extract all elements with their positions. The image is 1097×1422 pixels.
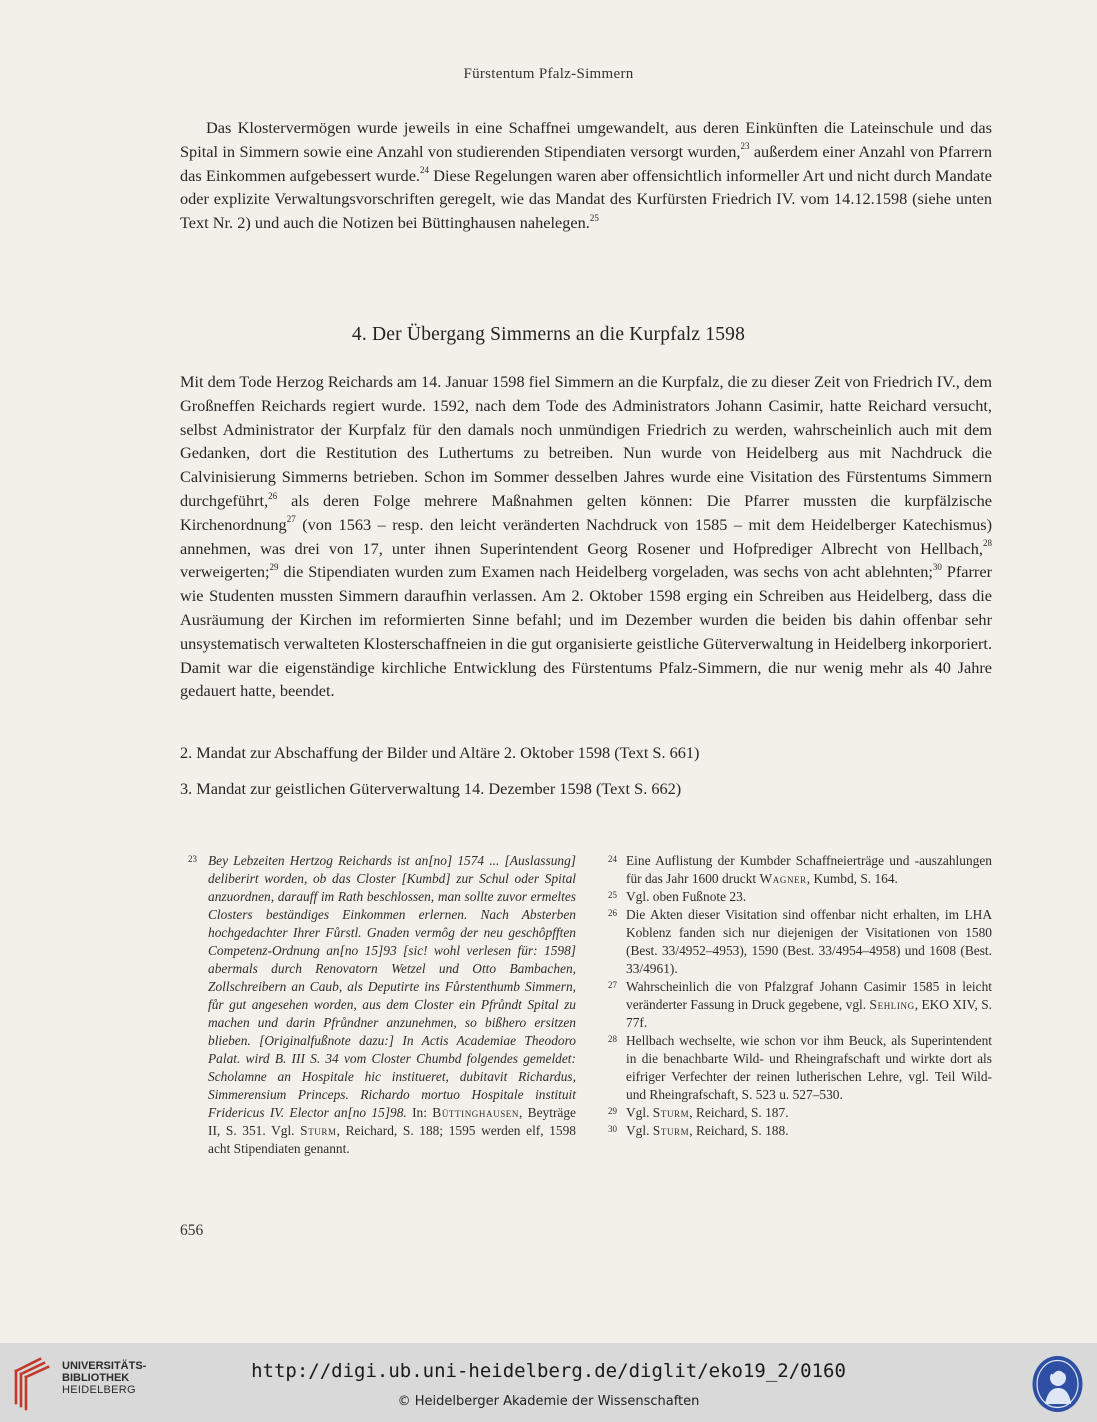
- page-number: 656: [180, 1222, 204, 1239]
- footnote-ref-29[interactable]: 29: [269, 561, 279, 572]
- footnote-28: 28 Hellbach wechselte, wie schon vor ihm Beuck, als Superintendent in die benachbarte Wild- und Rheingrafschaft und wirkte dort als eifriger Verfechter der reinen lutherischen Lehre, vgl. Teil Wild- und Rheingrafschaft, S. 523 u. 527–530.: [608, 1032, 992, 1104]
- footnote-number: 24: [608, 854, 617, 864]
- footnote-23: 23 Bey Lebzeiten Hertzog Reichards ist an[no] 1574 ... [Auslassung] deliberirt worden, ob das Closter [Kumbd] zur Schul oder Spital anzuordnen, darauff im Rath beschlossen, man sollte zuvor ermeltes Closters beständiges Einkommen erlernen. Nach Absterben hochgedachter Ihrer Fůrstl. Gnaden vermôg der neu geschôpfften Competenz-Ordnung an[no 15]93 [sic! wohl verlesen für: 1598] abermals durch Renovatorn Wetzel und Otto Bambachen, Zollschreibern an Caub, als Deputirte ins Fůrstenthumb Simmern, fůr gut angesehen worden, aus dem Closter ein Pfrůndt Spital zu machen und darin Pfrůndner anzunehmen, so bißhero ersitzen blieben. [Originalfußnote dazu:] In Actis Academiae Theodoro Palat. wird B. III S. 34 vom Closter Chumbd folgendes gemeldet: Scholamne an Hospitale hic institueret, dubitavit Richardus, Simmerensium Princeps. Richardo mortuo Hospitale instituit Fridericus IV. Elector an[no 15]98. In: Büttinghausen, Beyträge II, S. 351. Vgl. Sturm, Reichard, S. 188; 1595 werden elf, 1598 acht Stipendiaten genannt.: [188, 852, 576, 1158]
- footnote-25: 25 Vgl. oben Fußnote 23.: [608, 888, 992, 906]
- viewer-footer: [0, 1343, 1097, 1422]
- document-list-item[interactable]: 2. Mandat zur Abschaffung der Bilder und Altäre 2. Oktober 1598 (Text S. 661): [180, 743, 700, 762]
- footnote-24: 24 Eine Auflistung der Kumbder Schaffneierträge und -auszahlungen für das Jahr 1600 druckt Wagner, Kumbd, S. 164.: [608, 852, 992, 888]
- library-name[interactable]: UNIVERSITÄTS- BIBLIOTHEK HEIDELBERG: [62, 1360, 147, 1396]
- footnote-30: 30 Vgl. Sturm, Reichard, S. 188.: [608, 1122, 992, 1140]
- footnote-number: 25: [608, 890, 617, 900]
- footnote-29: 29 Vgl. Sturm, Reichard, S. 187.: [608, 1104, 992, 1122]
- footnote-number: 23: [188, 854, 197, 864]
- running-head: Fürstentum Pfalz-Simmern: [463, 66, 634, 82]
- footnotes-right-column: [608, 852, 992, 1140]
- footnote-ref-30[interactable]: 30: [932, 561, 942, 572]
- footnote-number: 30: [608, 1124, 617, 1134]
- footnote-number: 28: [608, 1034, 617, 1044]
- paragraph-klostervermoegen: Das Klostervermögen wurde jeweils in eine Schaffnei umgewandelt, aus deren Einkünften die Lateinschule und das Spital in Simmern sowie eine Anzahl von studierenden Stipendiaten versorgt wurden,$^{23}$ außerdem einer Anzahl von Pfarrern das Einkommen aufgebessert wurde.$^{24}$ Diese Regelungen waren aber offensichtlich informeller Art und nicht durch Mandate oder explizite Verwaltungsvorschriften geregelt, wie das Mandat des Kurfürsten Friedrich IV. vom 14.12.1598 (siehe unten Text Nr. 2) und auch die Notizen bei Büttinghausen nahelegen.$^{25}$: [180, 118, 993, 233]
- paragraph-uebergang: Mit dem Tode Herzog Reichards am 14. Januar 1598 fiel Simmern an die Kurpfalz, die zu dieser Zeit von Friedrich IV., dem Großneffen Reichards regiert wurde. 1592, nach dem Tode des Administrators Johann Casimir, hatte Reichard versucht, selbst Administrator der Kurpfalz für den damals noch unmündigen Friedrich zu werden, wahrscheinlich auch mit dem Gedanken, dort die Restitution des Luthertums zu betreiben. Nun wurde von Heidelberg aus mit Nachdruck die Calvinisierung Simmerns betrieben. Schon im Sommer desselben Jahres wurde eine Visitation des Fürstentums Simmern durchgeführt,$^{26}$ als deren Folge mehrere Maßnahmen gelten können: Die Pfarrer mussten die kurpfälzische Kirchenordnung$^{27}$ (von 1563 – resp. den leicht veränderten Nachdruck von 1585 – mit dem Heidelberger Katechismus) annehmen, was drei von 17, unter ihnen Superintendent Georg Rosener und Hofprediger Albrecht von Hellbach,$^{28}$ verweigerten;$^{29}$ die Stipendiaten wurden zum Examen nach Heidelberg vorgeladen, was sechs von acht ablehnten;$^{30}$ Pfarrer wie Studenten mussten Simmern daraufhin verlassen. Am 2. Oktober 1598 erging ein Schreiben aus Heidelberg, dass die Ausräumung der Kirchen im reformierten Sinne befahl; und im Dezember wurden die beiden bis dahin offenbar sehr unsystematisch verwalteten Klosterschaffneien in die gut organisierte geistliche Güterverwaltung in Heidelberg inkorporiert. Damit war die eigenständige kirchliche Entwicklung des Fürstentums Pfalz-Simmern, die nur wenig mehr als 40 Jahre gedauert hatte, beendet.: [180, 372, 993, 701]
- section-heading: 4. Der Übergang Simmerns an die Kurpfalz 1598: [351, 324, 746, 345]
- footnote-27: 27 Wahrscheinlich die von Pfalzgraf Johann Casimir 1585 in leicht veränderter Fassung in Druck gegebene, vgl. Sehling, EKO XIV, S. 77f.: [608, 978, 992, 1032]
- academy-seal-icon[interactable]: [1030, 1354, 1085, 1414]
- copyright-notice: © Heidelberger Akademie der Wissenschaften: [397, 1394, 700, 1409]
- permalink-url[interactable]: http://digi.ub.uni-heidelberg.de/diglit/eko19_2/0160: [251, 1360, 846, 1382]
- footnote-ref-28[interactable]: 28: [983, 538, 992, 549]
- footnote-ref-23[interactable]: 23: [740, 141, 750, 152]
- document-list-item[interactable]: 3. Mandat zur geistlichen Güterverwaltung 14. Dezember 1598 (Text S. 662): [180, 779, 682, 798]
- footnote-ref-27[interactable]: 27: [286, 514, 296, 525]
- footnote-26: 26 Die Akten dieser Visitation sind offenbar nicht erhalten, im LHA Koblenz fanden sich nur diejenigen der Visitationen von 1580 (Best. 33/4952–4953), 1590 (Best. 33/4954–4958) und 1608 (Best. 33/4961).: [608, 906, 992, 978]
- footnote-ref-26[interactable]: 26: [268, 490, 278, 501]
- footnote-number: 29: [608, 1106, 617, 1116]
- footnote-number: 27: [608, 980, 617, 990]
- footnote-ref-25[interactable]: 25: [589, 212, 599, 223]
- footnote-number: 26: [608, 908, 617, 918]
- footnote-ref-24[interactable]: 24: [420, 165, 429, 176]
- footnotes-left-column: [188, 852, 576, 1158]
